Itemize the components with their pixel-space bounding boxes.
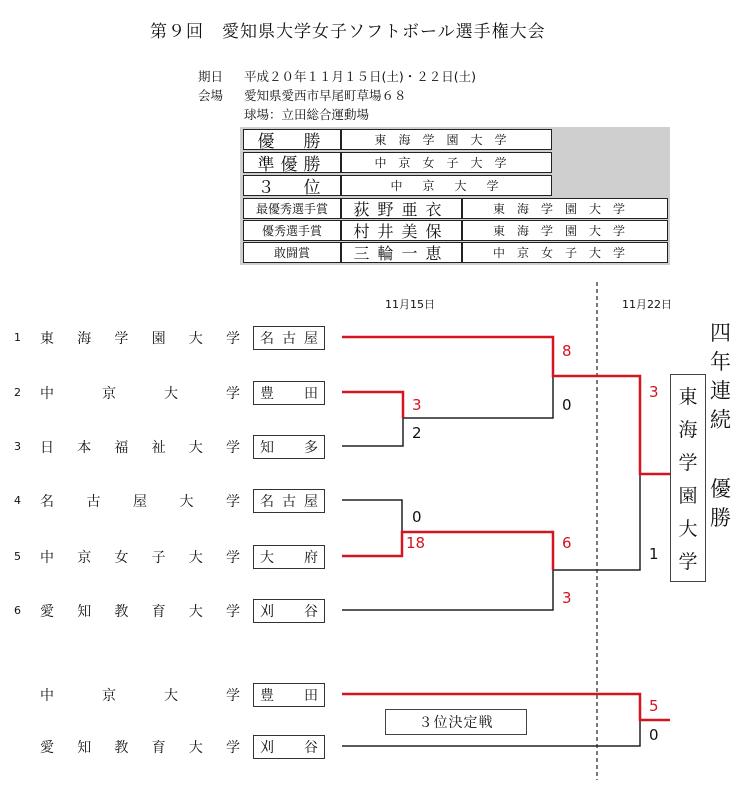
champion-char: 園 <box>678 485 698 507</box>
champion-note-char: 連 <box>710 379 731 403</box>
date-label: 期日 <box>198 69 224 84</box>
team-name-char: 教 <box>114 604 129 620</box>
champion-char: 学 <box>678 452 698 474</box>
team-name-char: 東 <box>40 331 54 347</box>
award-school-2: 東海学園大学 <box>462 220 668 241</box>
rank-school-1: 東海学園大学 <box>341 129 552 150</box>
field-value: 球場：立田総合運動場 <box>244 107 370 122</box>
team-city-4 <box>253 489 325 513</box>
third-place-label: ３位決定戦 <box>385 709 527 735</box>
award-label-1: 最優秀選手賞 <box>243 198 341 219</box>
award-player-3: 三輪一恵 <box>341 242 462 263</box>
team-name-char: 大 <box>188 740 203 756</box>
team-name-char: 大 <box>188 604 203 620</box>
team-name-char: 京 <box>102 688 116 704</box>
page-title: 第９回 愛知県大学女子ソフトボール選手権大会 <box>150 22 546 42</box>
line-team2 <box>342 392 403 418</box>
team-city-char: 刈 <box>260 604 274 620</box>
team-name-char: 園 <box>151 331 166 347</box>
team-name-char: 知 <box>77 740 92 756</box>
team-city-char: 豊 <box>260 688 274 704</box>
team-name-5 <box>40 547 240 567</box>
third-team-name-2 <box>40 737 240 757</box>
champion-note-streak <box>710 319 731 435</box>
team-city-char: 豊 <box>260 386 274 402</box>
score-sf1-win: 8 <box>562 342 572 360</box>
team-name-char: 日 <box>40 440 54 456</box>
team-name-char: 屋 <box>133 494 147 510</box>
champion-char: 大 <box>678 518 698 540</box>
team-city-char: 谷 <box>304 604 318 620</box>
team-number: 4 <box>14 494 21 507</box>
team-name-char: 学 <box>114 331 129 347</box>
team-name-char: 育 <box>151 604 166 620</box>
award-player-1: 荻野亜衣 <box>341 198 462 219</box>
score-sf2-lose: 3 <box>562 589 572 607</box>
team-name-char: 本 <box>77 440 92 456</box>
champion-note-win <box>710 475 731 533</box>
champion-char: 学 <box>678 551 698 573</box>
team-name-char: 海 <box>77 331 92 347</box>
team-city-char: 知 <box>260 440 274 456</box>
award-player-2: 村井美保 <box>341 220 462 241</box>
line-team6 <box>342 570 553 610</box>
champion-note-char: 勝 <box>710 506 731 530</box>
team-name-char: 大 <box>188 440 203 456</box>
team-name-char: 学 <box>225 331 240 347</box>
team-number: 2 <box>14 386 21 399</box>
team-city-char: 府 <box>304 550 318 566</box>
date-final: 11月22日 <box>622 298 672 311</box>
champion-char: 海 <box>678 419 698 441</box>
team-name-char: 中 <box>40 386 54 402</box>
award-label-2: 優秀選手賞 <box>243 220 341 241</box>
rank-label-1: 優 勝 <box>243 129 341 150</box>
line-champion-path <box>342 337 670 474</box>
third-team-name-1 <box>40 685 240 705</box>
score-third-win: 5 <box>649 697 659 715</box>
venue-label: 会場 <box>198 88 224 103</box>
champion-note-char: 四 <box>710 321 731 345</box>
rank-label-3: ３ 位 <box>243 175 341 196</box>
rank-label-2: 準優勝 <box>243 152 341 173</box>
team-city-char: 名 <box>260 494 274 510</box>
team-name-char: 知 <box>77 604 92 620</box>
line-team5 <box>342 532 553 570</box>
third-team-city-2 <box>253 735 325 759</box>
team-name-char: 女 <box>114 550 129 566</box>
team-name-char: 大 <box>188 550 203 566</box>
team-city-char: 谷 <box>304 740 318 756</box>
team-number: 6 <box>14 604 21 617</box>
champion-note-char: 優 <box>710 477 731 501</box>
team-name-char: 大 <box>188 331 203 347</box>
team-name-char: 愛 <box>40 604 54 620</box>
team-city-char: 田 <box>304 386 318 402</box>
team-city-1 <box>253 326 325 350</box>
score-r1a-lose: 2 <box>412 424 422 442</box>
champion-note-char: 年 <box>710 350 731 374</box>
team-name-char: 大 <box>164 688 178 704</box>
team-name-char: 学 <box>225 604 240 620</box>
team-name-char: 大 <box>179 494 194 510</box>
team-name-char: 京 <box>102 386 116 402</box>
award-school-1: 東海学園大学 <box>462 198 668 219</box>
team-name-char: 中 <box>40 688 54 704</box>
team-name-char: 育 <box>151 740 166 756</box>
team-name-6 <box>40 601 240 621</box>
line-team4 <box>342 500 402 532</box>
team-name-char: 大 <box>164 386 178 402</box>
team-name-2 <box>40 383 240 403</box>
team-city-char: 屋 <box>304 494 318 510</box>
score-final-win: 3 <box>649 383 659 401</box>
team-name-char: 学 <box>226 688 240 704</box>
team-name-char: 福 <box>114 440 129 456</box>
team-name-char: 学 <box>225 550 240 566</box>
champion-note-char: 続 <box>710 408 731 432</box>
team-city-char: 名 <box>260 331 274 347</box>
team-name-1 <box>40 328 240 348</box>
team-name-char: 祉 <box>151 440 166 456</box>
team-name-char: 中 <box>40 550 54 566</box>
champion-box <box>670 374 706 582</box>
team-city-char: 田 <box>304 688 318 704</box>
award-school-3: 中京女子大学 <box>462 242 668 263</box>
team-city-2 <box>253 381 325 405</box>
team-name-char: 学 <box>225 740 240 756</box>
team-name-char: 子 <box>151 550 166 566</box>
team-name-char: 学 <box>225 440 240 456</box>
score-r1b-lose: 0 <box>412 508 422 526</box>
team-number: 3 <box>14 440 21 453</box>
champion-char: 東 <box>678 386 698 408</box>
team-city-char: 屋 <box>304 331 318 347</box>
team-name-char: 愛 <box>40 740 54 756</box>
score-r1a-win: 3 <box>412 396 422 414</box>
team-name-char: 学 <box>226 494 240 510</box>
team-number: 1 <box>14 331 21 344</box>
rank-school-2: 中京女子大学 <box>341 152 552 173</box>
score-sf2-win: 6 <box>562 534 572 552</box>
third-team-city-1 <box>253 683 325 707</box>
team-name-char: 古 <box>86 494 101 510</box>
team-city-5 <box>253 545 325 569</box>
team-name-char: 教 <box>114 740 129 756</box>
team-name-char: 名 <box>40 494 54 510</box>
date-value: 平成２０年１１月１５日(土)・２２日(土) <box>244 69 477 84</box>
team-city-char: 大 <box>260 550 274 566</box>
team-city-char: 多 <box>304 440 318 456</box>
line-team3 <box>342 418 403 446</box>
team-city-3 <box>253 435 325 459</box>
score-third-lose: 0 <box>649 726 659 744</box>
team-city-6 <box>253 599 325 623</box>
team-name-char: 学 <box>226 386 240 402</box>
score-r1b-win: 18 <box>406 534 426 552</box>
venue-value: 愛知県愛西市早尾町草場６８ <box>244 88 407 103</box>
date-round1: 11月15日 <box>385 298 435 311</box>
team-number: 5 <box>14 550 21 563</box>
score-final-lose: 1 <box>649 545 659 563</box>
team-name-char: 京 <box>77 550 92 566</box>
team-city-char: 刈 <box>260 740 274 756</box>
team-name-3 <box>40 437 240 457</box>
line-r1a-to-sf1 <box>403 376 553 418</box>
team-city-char: 古 <box>282 331 296 347</box>
rank-school-3: 中 京 大 学 <box>341 175 552 196</box>
score-sf1-lose: 0 <box>562 396 572 414</box>
team-name-4 <box>40 491 240 511</box>
team-city-char: 古 <box>282 494 296 510</box>
award-label-3: 敢闘賞 <box>243 242 341 263</box>
